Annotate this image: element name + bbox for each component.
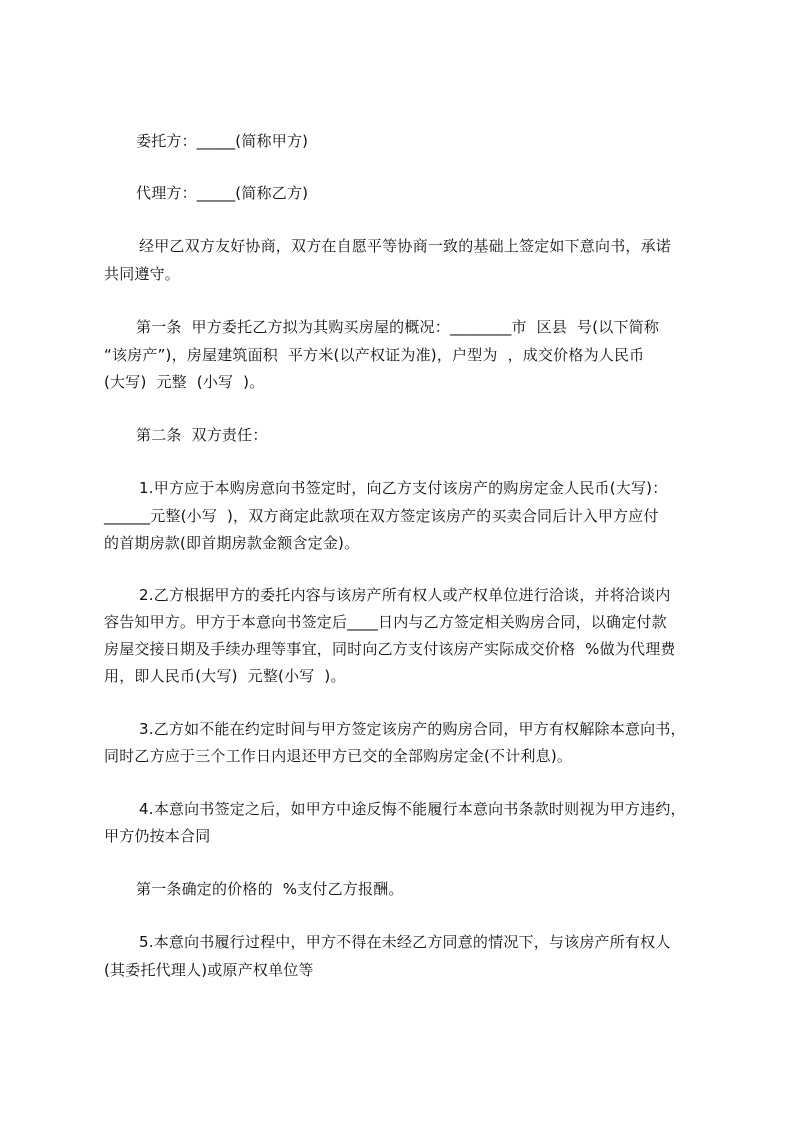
preamble-line-2: 共同遵守。	[104, 265, 181, 283]
preamble-line-1: 经甲乙双方友好协商，双方在自愿平等协商一致的基础上签定如下意向书，承诺	[139, 237, 672, 255]
article-1-line-3: (大写) 元整 (小写 )。	[104, 373, 265, 391]
clause-1-line-1: 1.甲方应于本购房意向书签定时，向乙方支付该房产的购房定金人民币(大写)：	[139, 479, 668, 497]
clause-2-line-2: 容告知甲方。甲方于本意向书签定后____日内与乙方签定相关购房合同，以确定付款	[104, 613, 667, 631]
clause-2-line-1: 2.乙方根据甲方的委托内容与该房产所有权人或产权单位进行洽谈，并将洽谈内	[139, 586, 671, 604]
clause-2-line-4: 用，即人民币(大写) 元整(小写 )。	[104, 667, 346, 685]
article-1-price-line: 第一条确定的价格的 %支付乙方报酬。	[136, 880, 404, 898]
clause-5-line-1: 5.本意向书履行过程中，甲方不得在未经乙方同意的情况下，与该房产所有权人	[139, 933, 671, 951]
clause-2-line-3: 房屋交接日期及手续办理等事宜，同时向乙方支付该房产实际成交价格 %做为代理费	[104, 640, 676, 658]
article-1-line-2: “该房产”)，房屋建筑面积 平方米(以产权证为准)，户型为 ，成交价格为人民币	[104, 346, 645, 364]
clause-1-line-3: 的首期房款(即首期房款金额含定金)。	[104, 534, 360, 552]
clause-1-line-2: ______元整(小写 )，双方商定此款项在双方签定该房产的买卖合同后计入甲方应付	[104, 507, 659, 525]
clause-5-line-2: (其委托代理人)或原产权单位等	[104, 961, 314, 979]
clause-3-line-1: 3.乙方如不能在约定时间与甲方签定该房产的购房合同，甲方有权解除本意向书，	[139, 720, 686, 738]
agent-line: 代理方：_____(简称乙方)	[136, 184, 309, 202]
clause-3-line-2: 同时乙方应于三个工作日内退还甲方已交的全部购房定金(不计利息)。	[104, 747, 573, 765]
article-2-heading: 第二条 双方责任：	[136, 426, 268, 444]
clause-4-line-1: 4.本意向书签定之后，如甲方中途反悔不能履行本意向书条款时则视为甲方违约，	[139, 800, 686, 818]
clause-4-line-2: 甲方仍按本合同	[104, 827, 211, 845]
article-1-line-1: 第一条 甲方委托乙方拟为其购买房屋的概况：________市 区县 号(以下简称	[136, 318, 660, 336]
principal-line: 委托方：_____(简称甲方)	[136, 132, 309, 150]
